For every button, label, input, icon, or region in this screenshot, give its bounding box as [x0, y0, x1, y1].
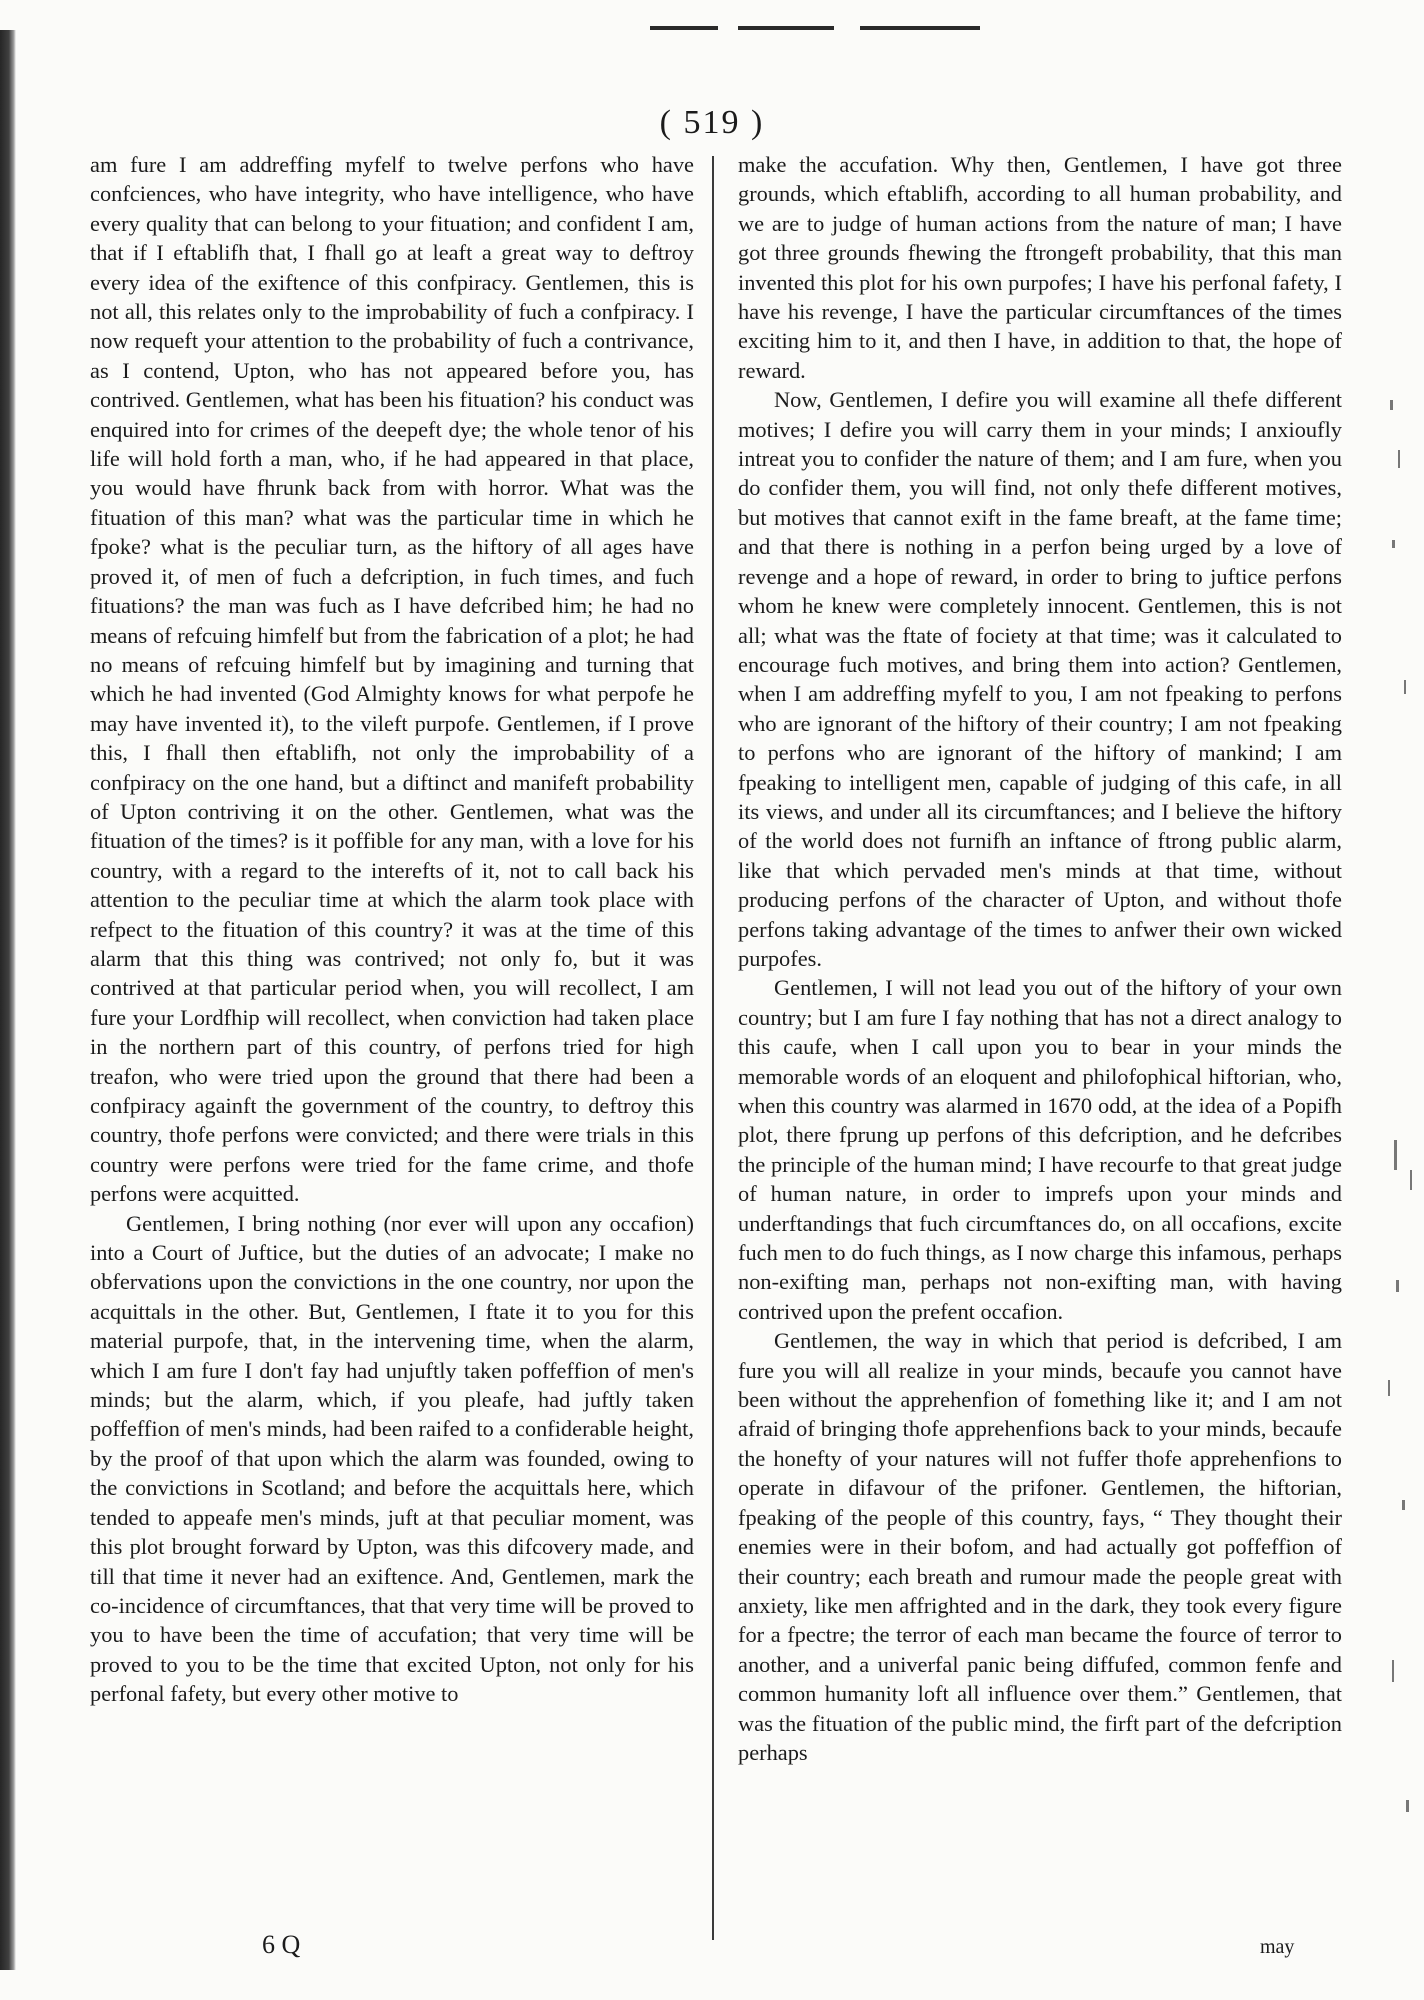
column-divider: [712, 156, 714, 1940]
top-edge-mark: [860, 26, 980, 30]
printer-signature: 6 Q: [262, 1930, 301, 1959]
paragraph: am fure I am addreffing myfelf to twelve perfons who have confciences, who have integrity, who have intelligence, who have every quality that can belong to your fituation; and confident I am, that if I eftablifh that, I fhall go at leaft a great way to deftroy every idea of the exiftence of this confpiracy. Gentlemen, this is not all, this relates only to the improbability of fuch a confpiracy. I now requeft your attention to the probability of fuch a contrivance, as I contend, Upton, who has not appeared before you, has contrived. Gentlemen, what has been his fituation? his conduct was enquired into for crimes of the deepeft dye; the whole tenor of his life will hold forth a man, who, if he had appeared in that place, you would have fhrunk back from with horror. What was the fituation of this man? what was the particular time in which he fpoke? what is the peculiar turn, as the hiftory of all ages have proved it, of men of fuch a defcription, in fuch times, and fuch fituations? the man was fuch as I have defcribed him; he had no means of refcuing himfelf but from the fabrication of a plot; he had no means of refcuing himfelf but by imagining and turning that which he had invented (God Almighty knows for what perpofe he may have invented it), to the vileft purpofe. Gentlemen, if I prove this, I fhall then eftablifh, not only the improbability of a confpiracy on the one hand, but a diftinct and manifeft probability of Upton contriving it on the other. Gentlemen, what was the fituation of the times? is it poffible for any man, with a love for his country, with a regard to the interefts of it, not to call back his attention to the peculiar time at which the alarm took place with refpect to the fituation of this country? it was at the time of this alarm that this thing was contrived; not only fo, but it was contrived at that particular period when, you will recollect, I am fure your Lordfhip will recollect, when conviction had taken place in the northern part of this country, of perfons tried for high treafon, who were tried upon the ground that there had been a confpiracy againft the government of the country, to deftroy this country, thofe perfons were convicted; and there were trials in this country were perfons were tried for the fame crime, and thofe perfons were acquitted.: [90, 152, 694, 1207]
page-number: ( 519 ): [659, 104, 765, 141]
paragraph: Gentlemen, the way in which that period is defcribed, I am fure you will all realize in your minds, becaufe you cannot have been without the apprehenfion of fomething like it; and I am not afraid of bringing thofe apprehenfions back to your minds, becaufe the honefty of your natures will not fuffer thofe apprehenfions to operate in difavour of the prifoner. Gentlemen, the hiftorian, fpeaking of the people of this country, fays, “ They thought their enemies were in their bofom, and had actually got poffeffion of their country; each breath and rumour made the people great with anxiety, like men affrighted and in the dark, they took every figure for a fpectre; the terror of each man became the fource of terror to another, and a univerfal panic being diffufed, common fenfe and common humanity loft all influence over them.” Gentlemen, that was the fituation of the public mind, the firft part of the defcription perhaps: [738, 1328, 1342, 1765]
catchword: may: [1260, 1936, 1295, 1958]
left-column: [90, 150, 694, 1940]
paragraph: Now, Gentlemen, I defire you will examine all thefe different motives; I defire you will carry them in your minds; I anxioufly intreat you to confider the nature of them; and I am fure, when you do confider them, you will find, not only thefe different motives, but motives that cannot exift in the fame breaft, at the fame time; and that there is nothing in a perfon being urged by a love of revenge and a hope of reward, in order to bring to juftice perfons whom he knew were completely innocent. Gentlemen, this is not all; what was the ftate of fociety at that time; was it calculated to encourage fuch motives, and bring them into action? Gentlemen, when I am addreffing myfelf to you, I am not fpeaking to perfons who are ignorant of the hiftory of their country; I am not fpeaking to perfons who are ignorant of the hiftory of mankind; I am fpeaking to intelligent men, capable of judging of this cafe, in all its views, and under all its circumftances; and I believe the hiftory of the world does not furnifh an inftance of ftrong public alarm, like that which pervaded men's minds at that time, without producing perfons of the character of Upton, and without thofe perfons taking advantage of the times to anfwer their own wicked purpofes.: [738, 387, 1342, 971]
margin-bleed-through: [1384, 380, 1424, 1940]
paragraph: Gentlemen, I bring nothing (nor ever will upon any occafion) into a Court of Juftice, but the duties of an advocate; I make no obfervations upon the convictions in the one country, nor upon the acquittals in the other. But, Gentlemen, I ftate it to you for this material purpofe, that, in the intervening time, when the alarm, which I am fure I don't fay had unjuftly taken poffeffion of men's minds; but the alarm, which, if you pleafe, had juftly taken poffeffion of men's minds, had been raifed to a confiderable height, by the proof of that upon which the alarm was founded, owing to the convictions in Scotland; and before the acquittals here, which tended to appeafe men's minds, juft at that peculiar moment, was this plot brought forward by Upton, was this difcovery made, and till that time it never had an exiftence. And, Gentlemen, mark the co-incidence of circumftances, that that very time will be proved to you to have been the time of accufation; that very time will be proved to you to be the time that excited Upton, not only for his perfonal fafety, but every other motive to: [90, 1210, 694, 1707]
right-column: [738, 150, 1342, 1940]
top-edge-mark: [650, 26, 718, 30]
book-binding-shadow: [0, 30, 16, 1970]
paragraph: Gentlemen, I will not lead you out of the hiftory of your own country; but I am fure I fay nothing that has not a direct analogy to this caufe, when I call upon you to bear in your minds the memorable words of an eloquent and philofophical hiftorian, who, when this country was alarmed in 1670 odd, at the idea of a Popifh plot, there fprung up perfons of this defcription, and he defcribes the principle of the human mind; I have recourfe to that great judge of human nature, in order to imprefs upon your minds and underftandings that fuch circumftances do, on all occafions, excite fuch men to do fuch things, as I now charge this infamous, perhaps non-exifting man, perhaps not non-exifting man, with having contrived upon the prefent occafion.: [738, 975, 1342, 1324]
top-edge-mark: [738, 26, 834, 30]
paragraph: make the accufation. Why then, Gentlemen, I have got three grounds, which eftablifh, according to all human probability, and we are to judge of human actions from the nature of man; I have got three grounds fhewing the ftrongeft probability, that this man invented this plot for his own purpofes; I have his perfonal fafety, I have his revenge, I have the particular circumftances of the times exciting him to it, and then I have, in addition to that, the hope of reward.: [738, 152, 1342, 383]
